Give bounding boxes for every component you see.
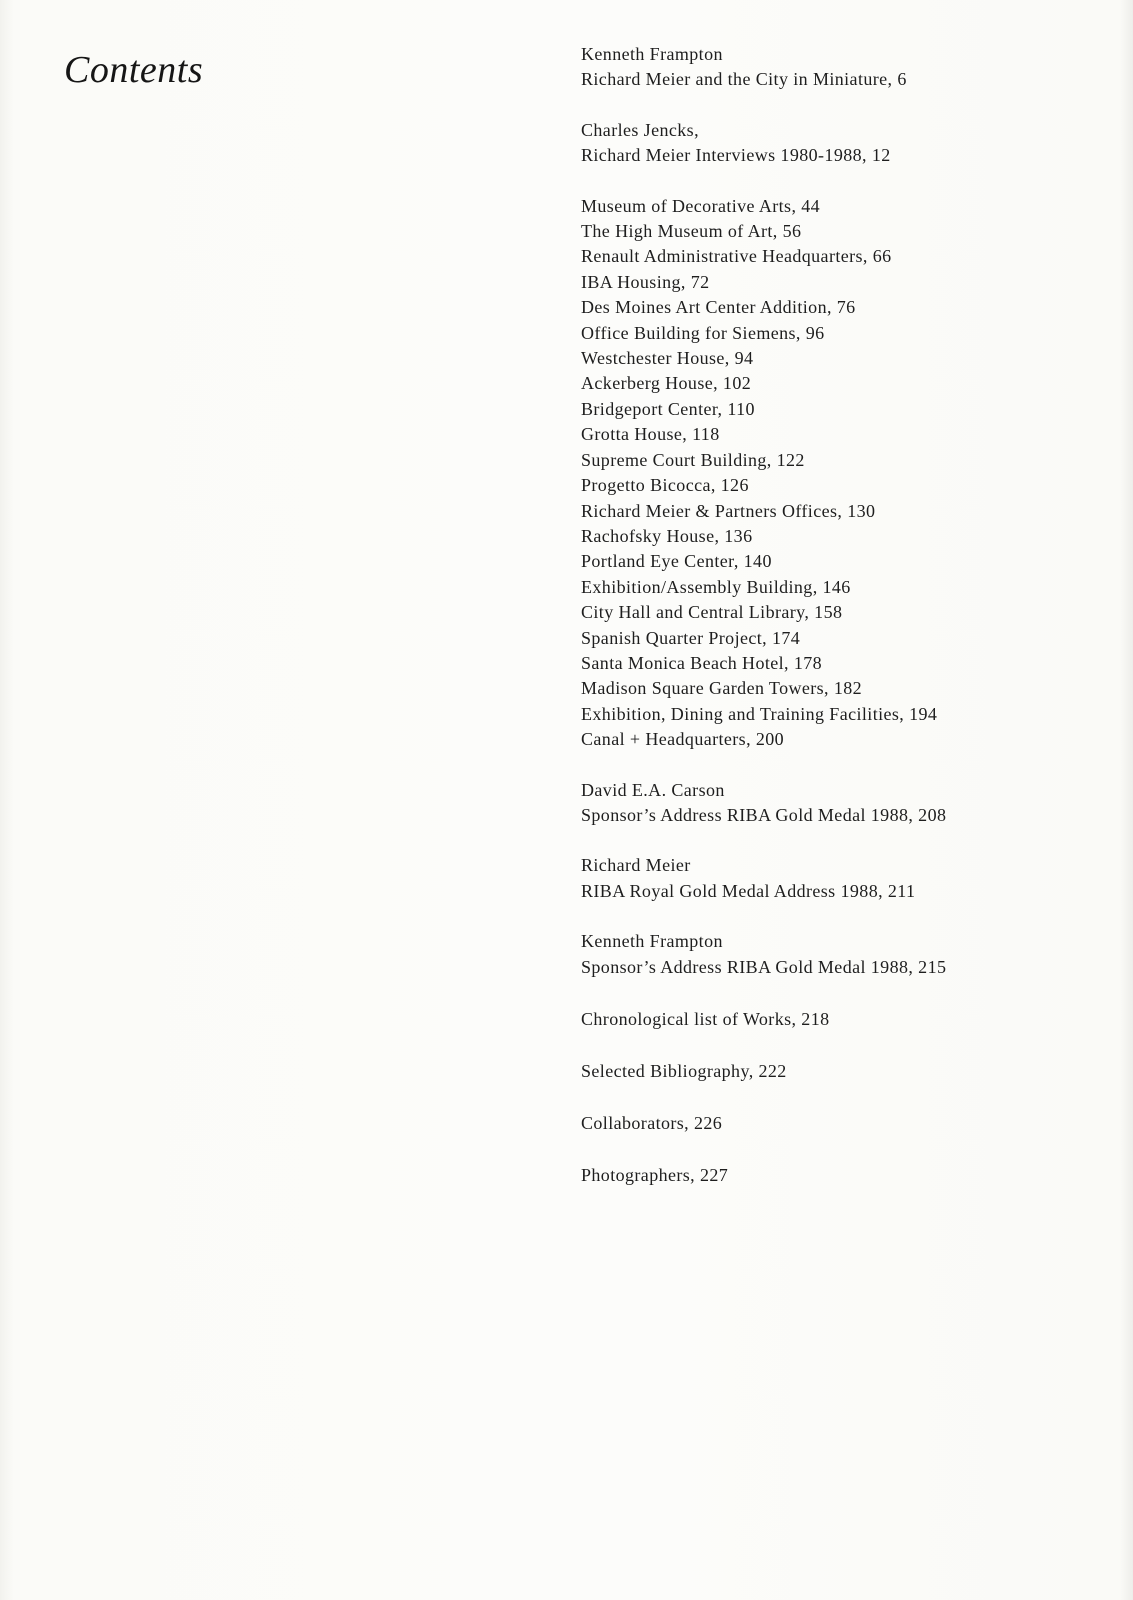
toc-entry: Westchester House, 94: [581, 348, 754, 369]
toc-entry: Canal + Headquarters, 200: [581, 729, 785, 750]
toc-entry: Sponsor’s Address RIBA Gold Medal 1988, 215: [581, 956, 947, 977]
toc-entry: Progetto Bicocca, 126: [581, 475, 749, 496]
toc-author: David E.A. Carson: [581, 779, 725, 800]
toc-entry: Chronological list of Works, 218: [581, 1009, 830, 1029]
toc-entry: The High Museum of Art, 56: [581, 221, 802, 242]
toc-entry: Rachofsky House, 136: [581, 525, 753, 546]
toc-author: Kenneth Frampton: [581, 44, 723, 64]
toc-entry: Selected Bibliography, 222: [581, 1061, 787, 1081]
toc-section-collaborators: [581, 1110, 1101, 1136]
toc-entry: Des Moines Art Center Addition, 76: [581, 297, 856, 318]
toc-author: Kenneth Frampton: [581, 931, 723, 952]
toc-entry: Ackerberg House, 102: [581, 373, 752, 394]
toc-entry: City Hall and Central Library, 158: [581, 602, 843, 623]
toc-entry: Bridgeport Center, 110: [581, 398, 755, 419]
toc-entry: Supreme Court Building, 122: [581, 449, 805, 470]
toc-entry: Richard Meier and the City in Miniature, 6: [581, 69, 907, 90]
toc-entry: Sponsor’s Address RIBA Gold Medal 1988, 208: [581, 804, 947, 825]
toc-entry: Photographers, 227: [581, 1165, 729, 1185]
toc-author: Charles Jencks,: [581, 119, 699, 140]
toc-entry: IBA Housing, 72: [581, 271, 710, 292]
toc-entry: Richard Meier Interviews 1980-1988, 12: [581, 145, 891, 166]
toc-section-chronological-list: [581, 1006, 1101, 1032]
toc-section-photographers: [581, 1162, 1101, 1188]
toc-entry: Office Building for Siemens, 96: [581, 322, 825, 343]
toc-section-projects: [581, 194, 1101, 753]
toc-section-carson-address: [581, 778, 1101, 829]
page-title: Contents: [64, 49, 204, 91]
toc-section-jencks-interviews: [581, 118, 1101, 169]
toc-entry: Richard Meier & Partners Offices, 130: [581, 500, 876, 521]
toc-entry: Grotta House, 118: [581, 424, 720, 445]
toc-entry: Madison Square Garden Towers, 182: [581, 678, 863, 699]
toc-entry: Collaborators, 226: [581, 1113, 723, 1133]
toc-entry: Exhibition/Assembly Building, 146: [581, 576, 851, 597]
toc-entry: Portland Eye Center, 140: [581, 551, 772, 572]
toc-section-meier-address: [581, 853, 1101, 904]
toc-author: Richard Meier: [581, 855, 691, 876]
toc-entry: Spanish Quarter Project, 174: [581, 627, 801, 648]
toc-entry: Renault Administrative Headquarters, 66: [581, 246, 892, 267]
toc-entry: Museum of Decorative Arts, 44: [581, 195, 821, 216]
toc-entry: Exhibition, Dining and Training Facilities, 194: [581, 703, 938, 724]
table-of-contents: [581, 42, 1101, 1188]
toc-section-bibliography: [581, 1058, 1101, 1084]
toc-section-frampton-essay: [581, 42, 1101, 93]
toc-entry: RIBA Royal Gold Medal Address 1988, 211: [581, 880, 916, 901]
toc-entry: Santa Monica Beach Hotel, 178: [581, 652, 823, 673]
toc-section-frampton-address: [581, 929, 1101, 980]
